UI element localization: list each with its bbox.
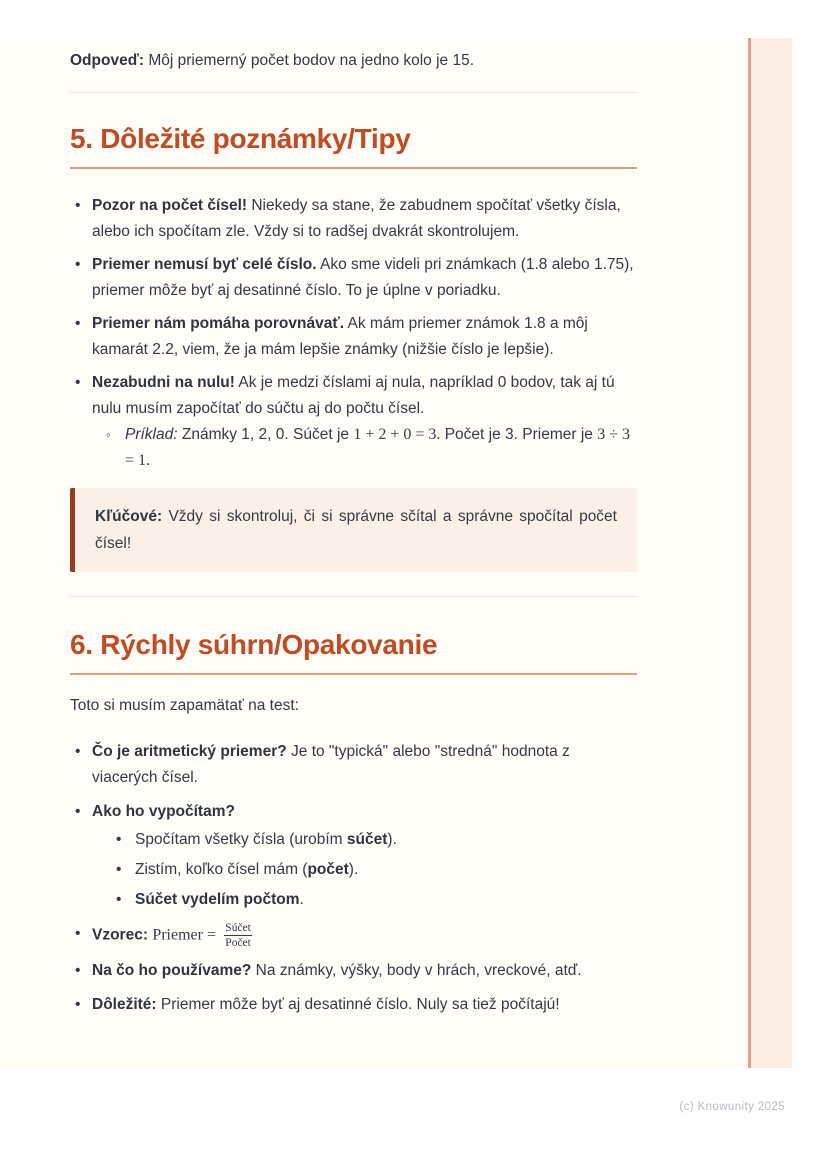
list-item	[70, 799, 637, 913]
bullet-lead: Vzorec:	[92, 926, 148, 944]
key-callout	[70, 488, 637, 572]
steps-sublist	[92, 827, 637, 913]
example-sublist	[92, 422, 637, 474]
bullet-text: Na známky, výšky, body v hrách, vreckové, atď.	[255, 962, 582, 979]
formula-fraction	[224, 921, 252, 950]
callout-text: Vždy si skontroluj, či si správne sčítal a správne spočítal počet čísel!	[95, 508, 617, 552]
example-item	[92, 422, 637, 474]
callout-label: Kľúčové:	[95, 508, 163, 525]
step-text: ).	[348, 861, 359, 878]
step-item	[92, 827, 637, 853]
step-text: ).	[387, 831, 397, 848]
fraction-denominator: Počet	[225, 937, 251, 949]
section-divider	[70, 596, 637, 597]
bullet-lead: Čo je aritmetický priemer?	[92, 743, 287, 760]
bullet-text: Niekedy sa stane, že zabudnem spočítať všetky čísla, alebo ich spočítam zle. Vždy si to radšej dvakrát skontrolujem.	[92, 197, 621, 240]
list-item	[70, 370, 637, 474]
list-item	[70, 193, 637, 245]
answer-line	[70, 48, 637, 74]
list-item	[70, 252, 637, 304]
fraction-numerator: Súčet	[225, 922, 251, 934]
answer-text: Môj priemerný počet bodov na jedno kolo je 15.	[148, 52, 475, 69]
section6-list	[70, 739, 637, 1018]
formula-lead: Priemer =	[152, 926, 216, 944]
bullet-lead: Na čo ho používame?	[92, 962, 252, 979]
list-item	[70, 958, 637, 984]
bullet-lead: Pozor na počet čísel!	[92, 197, 248, 214]
example-text: Počet je 3. Priemer je	[444, 426, 593, 443]
section-divider	[70, 92, 637, 93]
bullet-text: Ak je medzi číslami aj nula, napríklad 0 bodov, tak aj tú nulu musím započítať do súčtu aj do počtu čísel.	[92, 374, 615, 417]
answer-label: Odpoveď:	[70, 52, 145, 69]
example-label: Príklad:	[125, 426, 178, 443]
example-math: 1 + 2 + 0 = 3.	[353, 426, 441, 443]
step-text: Spočítam všetky čísla (urobím	[135, 831, 347, 848]
bullet-lead: Dôležité:	[92, 996, 157, 1013]
bullet-text: Ako sme videli pri známkach (1.8 alebo 1.75), priemer môže byť aj desatinné číslo. To je úplne v poriadku.	[92, 256, 634, 299]
list-item	[70, 311, 637, 363]
list-item	[70, 992, 637, 1018]
step-text: Zistím, koľko čísel mám (	[135, 861, 308, 878]
formula-item	[70, 921, 637, 950]
example-text: Známky 1, 2, 0. Súčet je	[181, 426, 350, 443]
step-bold: Súčet vydelím počtom	[135, 891, 300, 908]
bullet-text: Priemer môže byť aj desatinné číslo. Nuly sa tiež počítajú!	[160, 996, 560, 1013]
section6-intro: Toto si musím zapamätať na test:	[70, 697, 299, 714]
document-content	[70, 38, 637, 1026]
bullet-text: Je to "typická" alebo "stredná" hodnota z viacerých čísel.	[92, 743, 570, 786]
right-accent-stripe	[748, 38, 792, 1068]
list-item	[70, 739, 637, 791]
section6-title: 6. Rýchly súhrn/Opakovanie	[70, 627, 637, 675]
section5-title: 5. Dôležité poznámky/Tipy	[70, 121, 637, 169]
section5-list	[70, 193, 637, 474]
bullet-lead: Priemer nemusí byť celé číslo.	[92, 256, 317, 273]
bullet-lead: Ako ho vypočítam?	[92, 803, 235, 820]
copyright-footer: (c) Knowunity 2025	[679, 1101, 785, 1113]
bullet-lead: Priemer nám pomáha porovnávať.	[92, 315, 345, 332]
step-text: .	[299, 891, 304, 908]
step-bold: súčet	[346, 831, 388, 848]
step-bold: počet	[307, 861, 349, 878]
step-item	[92, 857, 637, 883]
example-math: 3 ÷ 3 = 1.	[125, 426, 630, 469]
bullet-lead: Nezabudni na nulu!	[92, 374, 235, 391]
bullet-text: Ak mám priemer známok 1.8 a môj kamarát 2.2, viem, že ja mám lepšie známky (nižšie číslo je lepšie).	[92, 315, 588, 358]
step-item	[92, 887, 637, 913]
